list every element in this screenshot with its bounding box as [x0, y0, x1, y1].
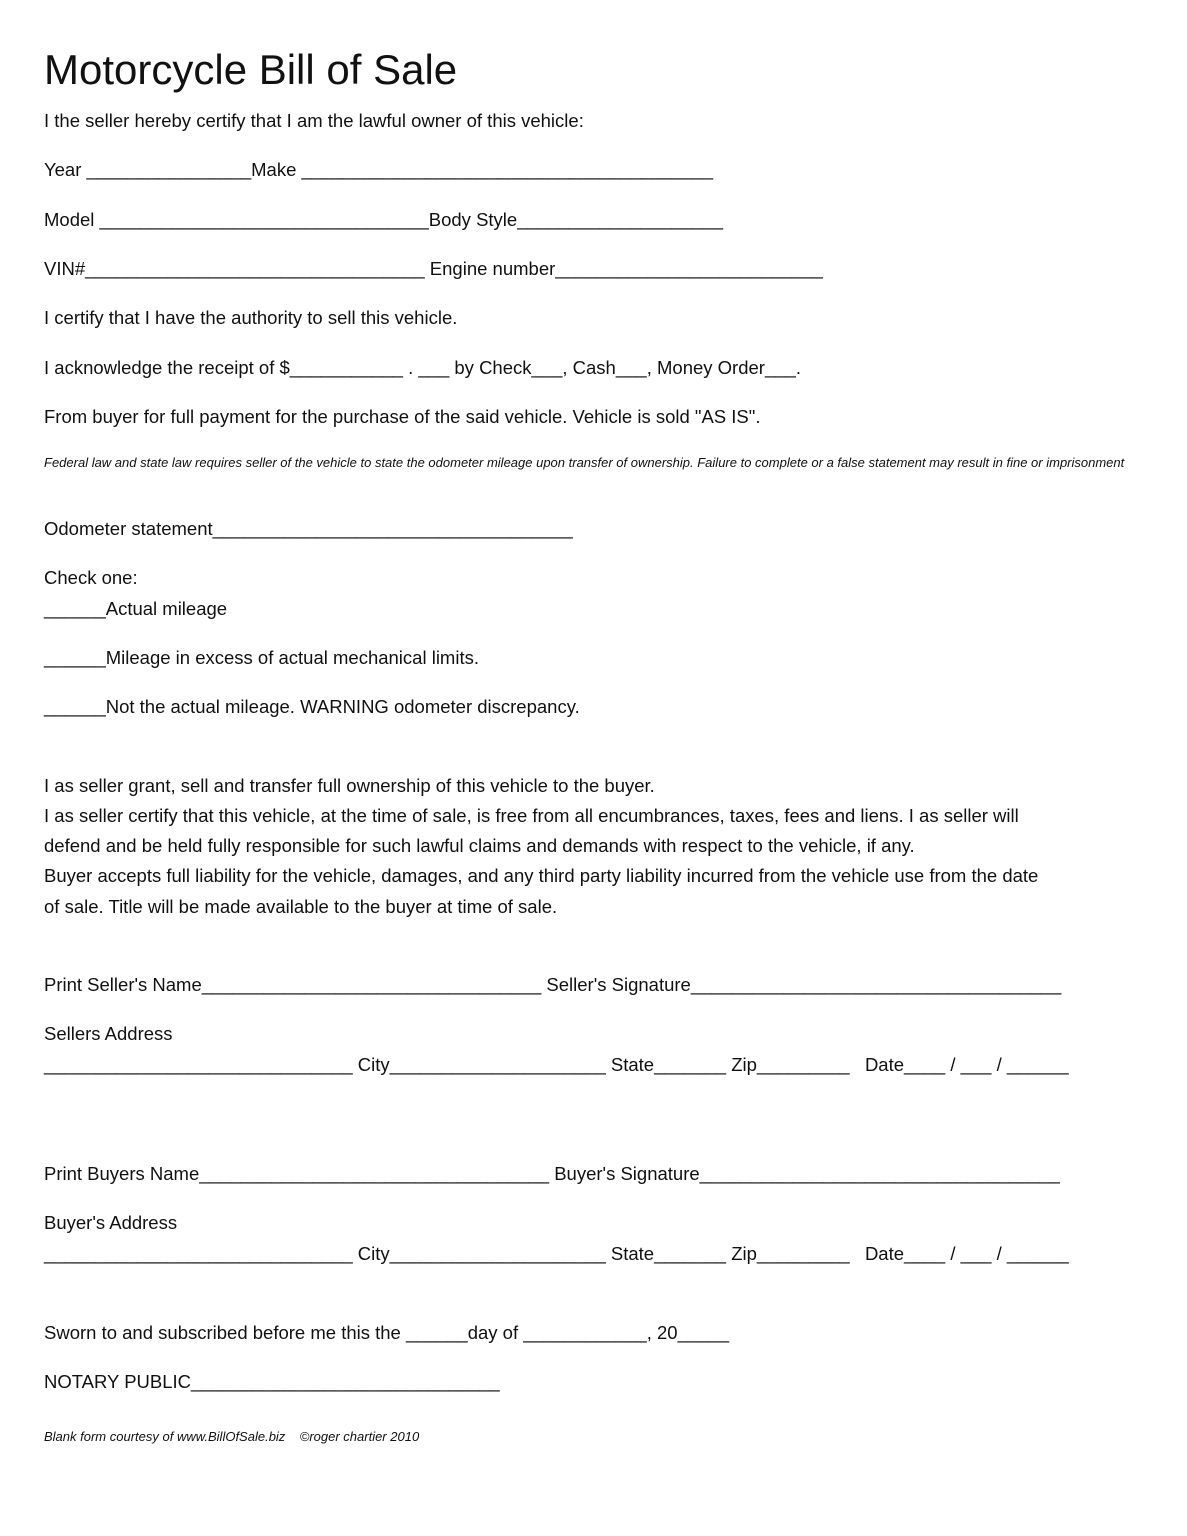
vin-engine-line: VIN#_________________________________ Engine number__________________________ — [44, 258, 823, 279]
sworn-statement-line: Sworn to and subscribed before me this the ______day of ____________, 20_____ — [44, 1322, 730, 1343]
transfer-paragraph-line-1: I as seller grant, sell and transfer full ownership of this vehicle to the buyer. — [44, 775, 655, 796]
buyer-name-signature-line: Print Buyers Name__________________________________ Buyer's Signature___________________________________ — [44, 1163, 1060, 1184]
buyers-address-label: Buyer's Address — [44, 1212, 178, 1233]
sellers-address-label: Sellers Address — [44, 1023, 173, 1044]
document-title: Motorcycle Bill of Sale — [44, 46, 458, 93]
transfer-paragraph-line-5: of sale. Title will be made available to the buyer at time of sale. — [44, 896, 558, 917]
year-make-line: Year ________________Make ________________________________________ — [44, 159, 714, 180]
transfer-paragraph-line-2: I as seller certify that this vehicle, at the time of sale, is free from all encumbrances, taxes, fees and liens. I as seller will — [44, 805, 1019, 826]
footer-credit: Blank form courtesy of www.BillOfSale.biz ©roger chartier 2010 — [44, 1429, 420, 1444]
federal-law-notice: Federal law and state law requires seller of the vehicle to state the odometer mileage upon transfer of ownership. Failure to complete or a false statement may result in fine or imprisonment — [44, 455, 1125, 470]
full-payment-statement: From buyer for full payment for the purchase of the said vehicle. Vehicle is sold "AS IS". — [44, 406, 761, 427]
seller-address-line: ______________________________ City_____________________ State_______ Zip_________ Date____ / ___ / ______ — [44, 1054, 1069, 1075]
transfer-paragraph-line-3: defend and be held fully responsible for such lawful claims and demands with respect to the vehicle, if any. — [44, 835, 915, 856]
odometer-statement-line: Odometer statement___________________________________ — [44, 518, 573, 539]
seller-name-signature-line: Print Seller's Name_________________________________ Seller's Signature____________________________________ — [44, 974, 1062, 995]
model-bodystyle-line: Model ________________________________Body Style____________________ — [44, 209, 723, 230]
option-actual-mileage: ______Actual mileage — [44, 598, 228, 619]
option-excess-mileage: ______Mileage in excess of actual mechanical limits. — [44, 647, 479, 668]
receipt-line: I acknowledge the receipt of $___________ . ___ by Check___, Cash___, Money Order___. — [44, 357, 801, 378]
check-one-label: Check one: — [44, 567, 138, 588]
buyer-address-line: ______________________________ City_____________________ State_______ Zip_________ Date____ / ___ / ______ — [44, 1243, 1069, 1264]
authority-certification: I certify that I have the authority to sell this vehicle. — [44, 307, 458, 328]
notary-public-line: NOTARY PUBLIC______________________________ — [44, 1371, 500, 1392]
option-not-actual-mileage: ______Not the actual mileage. WARNING odometer discrepancy. — [44, 696, 580, 717]
transfer-paragraph-line-4: Buyer accepts full liability for the vehicle, damages, and any third party liability incurred from the vehicle use from the date — [44, 865, 1039, 886]
owner-certification: I the seller hereby certify that I am the lawful owner of this vehicle: — [44, 110, 584, 131]
